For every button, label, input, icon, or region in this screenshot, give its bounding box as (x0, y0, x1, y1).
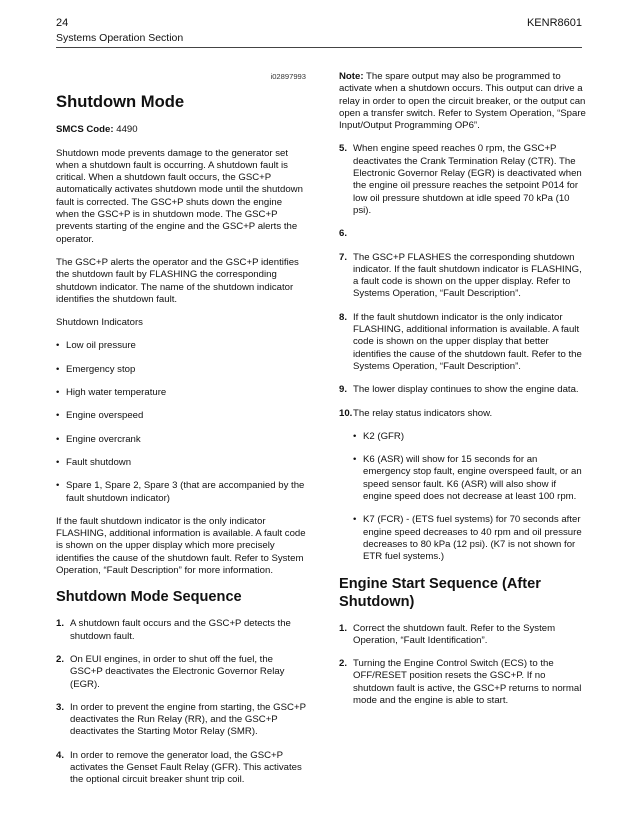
step-number: 3. (56, 701, 65, 713)
list-item: • Engine overspeed (56, 410, 306, 422)
smcs-code (56, 124, 306, 136)
list-item: • Emergency stop (56, 364, 306, 376)
note (339, 71, 586, 132)
paragraph: Shutdown mode prevents damage to the generator set when a shutdown fault is occurring. A shutdown fault is critical. When a shutdown fault occurs, the GSC+P automatically activates shutdown mode until the shutdown fault is corrected. The GSC+P shuts down the engine when the GSC+P is in shutdown mode. The GSC+P prevents starting of the engine and the GSC+P alerts the operator. (56, 147, 303, 245)
smcs-label: SMCS Code: (56, 124, 114, 136)
step-item (56, 750, 306, 787)
step-item (339, 228, 586, 240)
step-number: 10. (339, 407, 353, 419)
step-list (339, 143, 586, 563)
sequence-title: Shutdown Mode Sequence (56, 589, 242, 606)
step-text: The lower display continues to show the engine data. (353, 384, 579, 396)
list-item: • Low oil pressure (56, 340, 306, 352)
step-text: On EUI engines, in order to shut off the fuel, the GSC+P deactivates the Electronic Governor Relay (EGR). (70, 653, 285, 690)
step-number: 1. (339, 622, 348, 634)
section-title: Shutdown Mode (56, 92, 185, 112)
paragraph: If the fault shutdown indicator is the only indicator FLASHING, additional information is available. A fault code is shown on the upper display which more precisely identifies the cause of the shutdown fault. Refer to System Operation, “Fault Description” for more information. (56, 515, 306, 577)
step-text: Correct the shutdown fault. Refer to the System Operation, “Fault Identification”. (353, 622, 556, 646)
note-text: The spare output may also be programmed to activate when a shutdown occurs. This output can drive a relay in order to open the circuit breaker, or the output can open a transfer switch. Refer to System Operation, “Spare Input/Output Programming OP6”. (339, 71, 586, 132)
page-header (56, 17, 582, 48)
step-item (339, 143, 586, 217)
step-text: If the fault shutdown indicator is the only indicator FLASHING, additional information is available. A fault code is shown on the upper display that better identifies the cause of the shutdown fault. Refer to the Systems Operation, “Fault Description”. (353, 311, 582, 372)
step-text: When engine speed reaches 0 rpm, the GSC+P deactivates the Crank Termination Relay (CTR). The Electronic Governor Relay (EGR) is deactivated when the engine oil pressure reaches the setpoint P014 for low oil pressure shutdown at idle speed 70 kPa (10 psi). (353, 143, 582, 216)
step-number: 7. (339, 251, 348, 263)
paragraph: The GSC+P alerts the operator and the GSC+P identifies the shutdown fault by FLASHING the corresponding shutdown indicator. The name of the shutdown indicator identifies the shutdown fault. (56, 256, 299, 305)
step-item (339, 408, 586, 564)
list-item: • Fault shutdown (56, 457, 306, 469)
list-item: • Spare 1, Spare 2, Spare 3 (that are accompanied by the fault shutdown indicator) (56, 480, 306, 505)
step-number: 5. (339, 143, 348, 155)
relay-list (353, 431, 586, 564)
step-number: 2. (56, 653, 65, 665)
start-sequence-title: Engine Start Sequence (After Shutdown) (339, 575, 541, 610)
relay-item: • K6 (ASR) will show for 15 seconds for an emergency stop fault, engine overspeed fault, or an speed sensor fault. K6 (ASR) will also show if engine speed does not decrease at least 100 rpm. (353, 454, 586, 503)
step-number: 9. (339, 384, 348, 396)
page-number: 24 (56, 17, 69, 29)
step-number: 4. (56, 749, 65, 761)
step-list (56, 618, 306, 786)
step-text: In order to remove the generator load, the GSC+P activates the Genset Fault Relay (GFR). This activates the optional circuit breaker shunt trip coil. (70, 749, 302, 786)
step-text: The GSC+P FLASHES the corresponding shutdown indicator. If the fault shutdown indicator is FLASHING, a fault code is shown on the upper display. Refer to Systems Operation, “Fault Description”. (353, 251, 582, 300)
step-item (339, 384, 586, 396)
step-item (56, 702, 306, 739)
section-name: Systems Operation Section (56, 32, 184, 44)
document-id: KENR8601 (526, 17, 582, 29)
step-text: A shutdown fault occurs and the GSC+P detects the shutdown fault. (70, 618, 291, 642)
relay-item: • K7 (FCR) - (ETS fuel systems) for 70 seconds after engine speed decreases to 40 rpm and oil pressure decreases to 80 kPa (12 psi). (K7 is not shown for ETR fuel systems.) (353, 514, 586, 563)
indicators-heading: Shutdown Indicators (56, 317, 143, 329)
smcs-value: 4490 (116, 124, 138, 136)
step-number: 1. (56, 618, 65, 630)
relay-item: • K2 (GFR) (353, 431, 586, 443)
step-text: In order to prevent the engine from starting, the GSC+P deactivates the Run Relay (RR), and the GSC+P deactivates the Starting Motor Relay (SMR). (70, 701, 306, 738)
note-label: Note: (339, 71, 364, 82)
list-item: • High water temperature (56, 387, 306, 399)
step-number: 8. (339, 311, 348, 323)
step-item (339, 623, 586, 648)
step-number: 6. (339, 228, 348, 240)
indicator-list (56, 340, 306, 504)
step-text: The relay status indicators show. (353, 407, 493, 419)
right-column (339, 71, 586, 718)
step-text: Turning the Engine Control Switch (ECS) to the OFF/RESET position resets the GSC+P. If no shutdown fault is active, the GSC+P returns to normal mode and the engine is able to start. (353, 658, 582, 706)
step-item (339, 252, 586, 301)
reference-id: i02897993 (270, 72, 306, 81)
step-item (339, 658, 586, 707)
step-list (339, 623, 586, 708)
step-number: 2. (339, 658, 348, 670)
step-item (339, 312, 586, 373)
list-item: • Engine overcrank (56, 434, 306, 446)
left-column (56, 71, 306, 798)
step-item (56, 654, 306, 691)
step-item (56, 618, 306, 643)
